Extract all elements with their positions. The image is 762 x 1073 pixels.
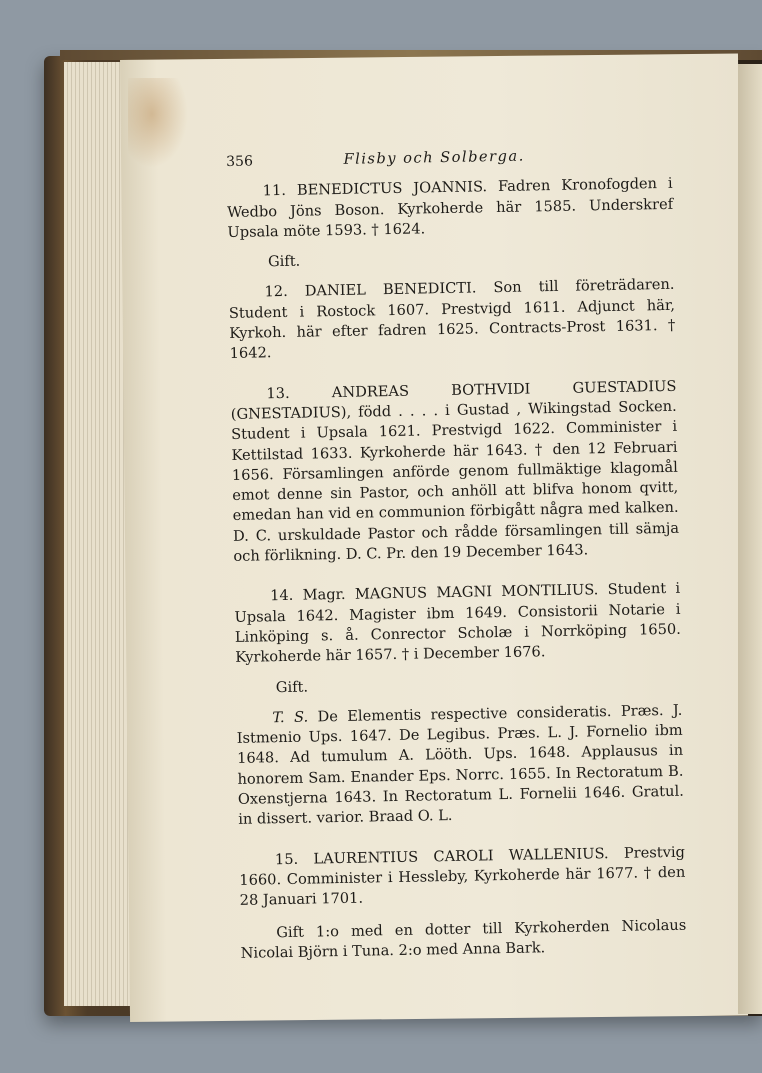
entry-11 xyxy=(227,174,674,243)
entry-13 xyxy=(230,376,679,567)
entry-15 xyxy=(239,842,686,911)
entry-text: 11. BENEDICTUS JOANNIS. Fadren Kronofogden i Wedbo Jöns Boson. Kyrkoherde här 1585. Underskref Upsala möte 1593. † 1624. xyxy=(226,175,674,241)
facing-page-edge xyxy=(738,64,762,1014)
entry-12 xyxy=(228,275,675,364)
entry-ts xyxy=(236,701,684,831)
page-text xyxy=(226,144,687,964)
running-title: Flisby och Solberga. xyxy=(343,147,525,168)
entry-text: 15. LAURENTIUS CAROLI WALLENIUS. Prestvig 1660. Comminister i Hessleby, Kyrkoherde här 1677. † den 28 Januari 1701. xyxy=(239,843,686,910)
ts-text: De Elementis respective consideratis. Præs. J. Istmenio Ups. 1647. De Legibus. Præs. L. J. Fornelio ibm 1648. Ad tumulum A. Lööth. Ups. 1648. Applausus in honorem Sam. Enander Eps. Norrc. 1655. In Rectoratum B. Oxenstjerna 1643. In Rectoratum L. Fornelii 1646. Gratul. in dissert. varior. Braad O. L. xyxy=(236,701,684,829)
entry-text: 12. DANIEL BENEDICTI. Son till företrädaren. Student i Rostock 1607. Prestvigd 1611. Adjunct här, Kyrkoh. här efter fadren 1625. Contracts-Prost 1631. † 1642. xyxy=(228,276,676,363)
entry-text: 13. ANDREAS BOTHVIDI GUESTADIUS (GNESTADIUS), född . . . . i Gustad , Wikingstad Socken. Student i Upsala 1621. Prestvigd 1622. Comminister i Kettilstad 1633. Kyrkoherde här 1643. † den 12 Februari 1656. Församlingen anförde genom fullmäktige klagomål emot denne sin Pastor, och anhöll att blifva honom qvitt, emedan han vid en communion förbigått några med kalken. D. C. urskuldade Pastor och rådde församlingen till sämja och förlikning. D. C. Pr. den 19 December 1643. xyxy=(230,377,680,565)
entry-text: Gift 1:o med en dotter till Kyrkoherden Nicolaus Nicolai Björn i Tuna. 2:o med Anna Bark. xyxy=(240,916,687,962)
entry-14 xyxy=(234,579,681,668)
note-gift-1: Gift. xyxy=(267,252,301,271)
paper-stain xyxy=(128,78,188,168)
entry-text: 14. Magr. MAGNUS MAGNI MONTILIUS. Student i Upsala 1642. Magister ibm 1649. Consistorii Notarie i Linköping s. å. Conrector Scholæ i Norrköping 1650. Kyrkoherde här 1657. † i December 1676. xyxy=(234,580,681,667)
note-gift-2: Gift. xyxy=(275,678,309,696)
ts-label: T. S. xyxy=(272,708,309,727)
entry-15-marriage xyxy=(240,915,687,964)
page-number: 356 xyxy=(226,153,254,170)
ts-paragraph xyxy=(236,701,684,831)
